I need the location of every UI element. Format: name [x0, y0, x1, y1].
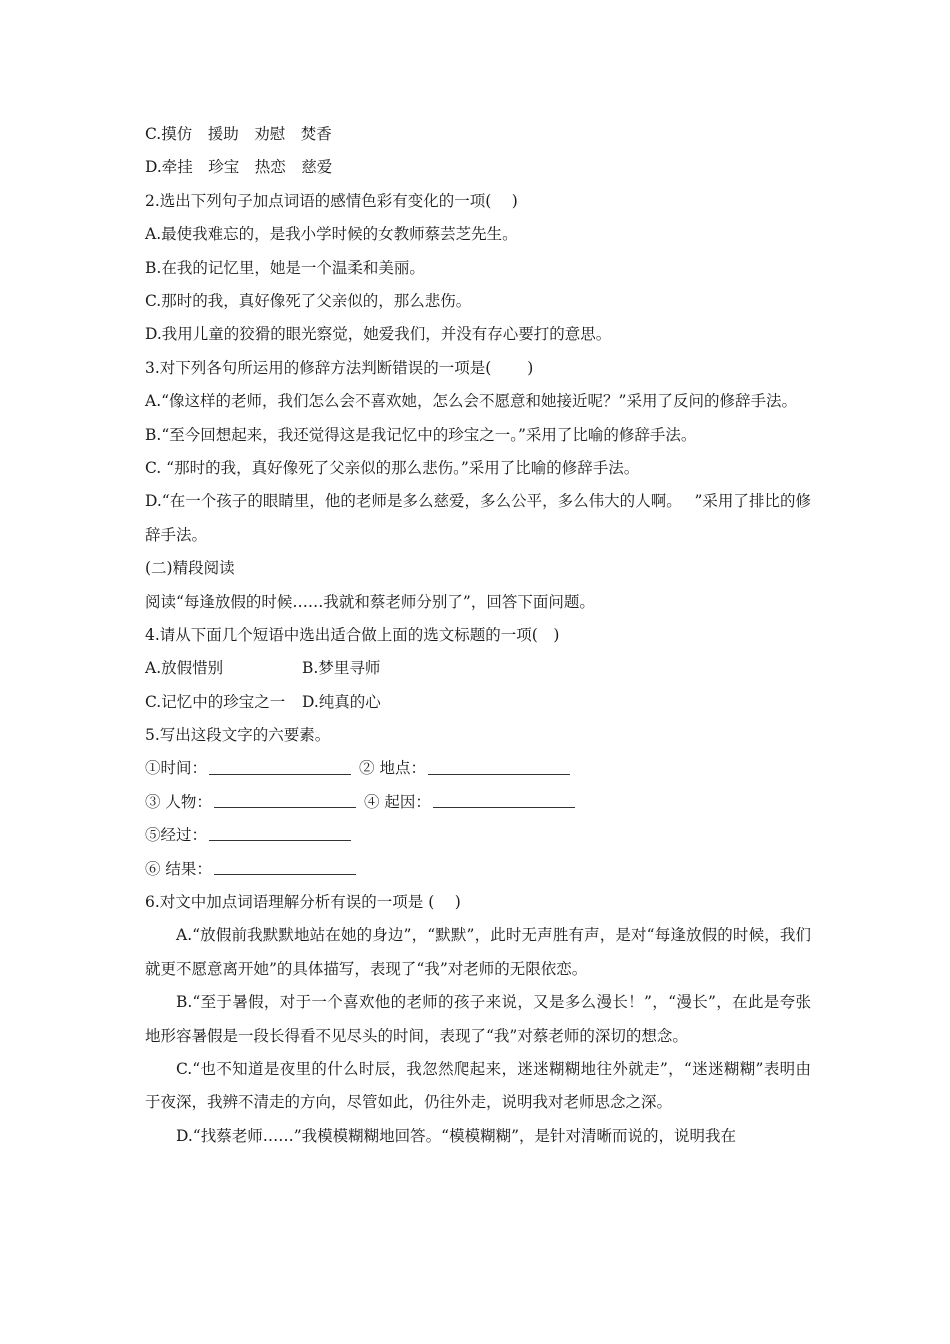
question-6: 6.对文中加点词语理解分析有误的一项是 ( ): [145, 893, 461, 912]
question-6-option-d: D.“找蔡老师……”我模模糊糊地回答。“模模糊糊”，是针对清晰而说的，说明我在: [176, 1126, 737, 1145]
people-blank[interactable]: [214, 789, 356, 808]
question-5-row-4: [145, 853, 811, 886]
question-5-row-1: [145, 752, 811, 785]
question-5-row-3: [145, 819, 811, 852]
result-label: ⑥ 结果：: [145, 859, 212, 878]
question-4-option-d: D.纯真的心: [302, 692, 381, 711]
question-2-option-a: A.最使我难忘的，是我小学时候的女教师蔡芸芝先生。: [145, 225, 518, 244]
process-label: ⑤经过：: [145, 826, 208, 845]
cause-label: ④ 起因：: [363, 792, 431, 811]
time-blank[interactable]: [209, 756, 351, 775]
question-4-option-a: A.放假惜别: [145, 659, 224, 678]
cause-blank[interactable]: [433, 789, 575, 808]
question-5-row-2: [145, 786, 811, 819]
process-blank[interactable]: [209, 822, 351, 841]
question-2-option-d: D.我用儿童的狡猾的眼光察觉，她爱我们，并没有存心要打的意思。: [145, 325, 612, 344]
place-blank[interactable]: [428, 756, 570, 775]
question-3-option-c: C. “那时的我，真好像死了父亲似的那么悲伤。”采用了比喻的修辞手法。: [145, 458, 640, 477]
question-2: 2.选出下列句子加点词语的感情色彩有变化的一项( ): [145, 191, 518, 210]
place-label: ② 地点：: [359, 759, 426, 778]
question-3-option-d: D.“在一个孩子的眼睛里，他的老师是多么慈爱，多么公平，多么伟大的人啊。 ”采用了排比的修辞手法。: [145, 492, 811, 544]
question-3-option-a: A.“像这样的老师，我们怎么会不喜欢她，怎么会不愿意和她接近呢？”采用了反问的修辞手法。: [145, 392, 797, 411]
question-3: 3.对下列各句所运用的修辞方法判断错误的一项是( ): [145, 358, 534, 377]
document-page: [145, 118, 811, 1153]
question-2-option-b: B.在我的记忆里，她是一个温柔和美丽。: [145, 258, 425, 277]
question-4-option-c: C.记忆中的珍宝之一: [145, 692, 286, 711]
question-3-option-b: B.“至今回想起来，我还觉得这是我记忆中的珍宝之一。”采用了比喻的修辞手法。: [145, 425, 697, 444]
question-6-option-a: A.“放假前我默默地站在她的身边”，“默默”，此时无声胜有声，是对“每逢放假的时候，我们就更不愿意离开她”的具体描写，表现了“我”对老师的无限依恋。: [145, 926, 811, 978]
question-6-option-c: C.“也不知道是夜里的什么时辰，我忽然爬起来，迷迷糊糊地往外就走”，“迷迷糊糊”表明由于夜深，我辨不清走的方向，尽管如此，仍往外走，说明我对老师思念之深。: [145, 1060, 811, 1112]
question-4-option-b: B.梦里寻师: [302, 659, 381, 678]
question-4: 4.请从下面几个短语中选出适合做上面的选文标题的一项( ): [145, 625, 560, 644]
result-blank[interactable]: [214, 856, 356, 875]
people-label: ③ 人物：: [145, 792, 212, 811]
question-4-options-row-1: [145, 652, 811, 685]
time-label: ①时间：: [145, 759, 208, 778]
option-c-line: C.摸仿 援助 劝慰 焚香: [145, 125, 332, 143]
section-heading: (二)精段阅读: [145, 559, 235, 578]
option-d-line: D.牵挂 珍宝 热恋 慈爱: [145, 158, 333, 177]
question-4-options-row-2: [145, 686, 811, 719]
question-5: 5.写出这段文字的六要素。: [145, 726, 331, 745]
reading-instruction: 阅读“每逢放假的时候……我就和蔡老师分别了”，回答下面问题。: [145, 592, 595, 611]
question-2-option-c: C.那时的我，真好像死了父亲似的，那么悲伤。: [145, 291, 472, 310]
question-6-option-b: B.“至于暑假，对于一个喜欢他的老师的孩子来说，又是多么漫长！”，“漫长”，在此是夸张地形容暑假是一段长得看不见尽头的时间，表现了“我”对蔡老师的深切的想念。: [145, 993, 811, 1045]
